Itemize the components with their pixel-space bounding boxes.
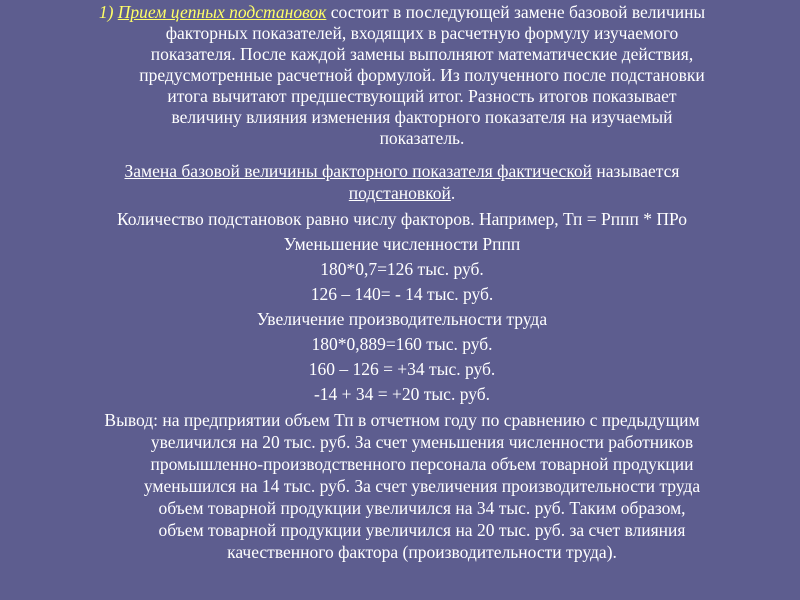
intro-text: состоит в последующей замене базовой величины [330, 2, 706, 22]
definition-line-2 [14, 182, 790, 204]
intro-paragraph [14, 2, 790, 149]
intro-line-5: итога вычитают предшествующий итог. Разность итогов показывает [167, 86, 677, 106]
intro-line-4: предусмотренные расчетной формулой. Из полученного после подстановки [139, 65, 705, 85]
conclusion-paragraph [14, 409, 790, 563]
definition-underlined: Замена базовой величины факторного показателя фактической [124, 161, 593, 181]
definition-line-1 [14, 160, 790, 182]
conclusion-line: качественного фактора (производительности труда). [227, 542, 617, 562]
intro-number: 1) [98, 2, 114, 22]
calc-line: 126 – 140= - 14 тыс. руб. [310, 284, 494, 304]
definition-term: подстановкой [348, 183, 451, 203]
conclusion-line: увеличился на 20 тыс. руб. За счет уменьшения численности работников [150, 432, 694, 452]
calc-line: 180*0,7=126 тыс. руб. [320, 259, 484, 279]
intro-term: Прием цепных подстановок [117, 2, 327, 22]
definition-paragraph [14, 160, 790, 204]
intro-line-2: факторных показателей, входящих в расчетную формулу изучаемого [165, 23, 679, 43]
calc-line: Количество подстановок равно числу факторов. Например, Тп = Рппп * ПРо [116, 209, 688, 229]
calc-line: 180*0,889=160 тыс. руб. [311, 334, 493, 354]
calc-line: -14 + 34 = +20 тыс. руб. [313, 384, 491, 404]
slide [14, 0, 790, 600]
calc-line: 160 – 126 = +34 тыс. руб. [308, 359, 496, 379]
intro-line-7: показатель. [379, 128, 465, 148]
conclusion-line: объем товарной продукции увеличился на 20 тыс. руб. за счет влияния [158, 520, 686, 540]
calc-line: Увеличение производительности труда [256, 309, 548, 329]
conclusion-line: Вывод: на предприятии объем Тп в отчетном году по сравнению с предыдущим [104, 410, 700, 430]
intro-line-1 [14, 2, 790, 23]
intro-line-6: величину влияния изменения факторного показателя на изучаемый [171, 107, 673, 127]
conclusion-line: объем товарной продукции увеличился на 34 тыс. руб. Таким образом, [158, 498, 686, 518]
calc-line: Уменьшение численности Рппп [283, 234, 521, 254]
intro-line-3: показателя. После каждой замены выполняют математические действия, [150, 44, 694, 64]
calculation-block [14, 207, 790, 407]
definition-middle: называется [596, 161, 680, 181]
conclusion-line: промышленно-производственного персонала объем товарной продукции [150, 454, 694, 474]
definition-end: . [450, 183, 456, 203]
conclusion-line: уменьшился на 14 тыс. руб. За счет увеличения производительности труда [143, 476, 701, 496]
